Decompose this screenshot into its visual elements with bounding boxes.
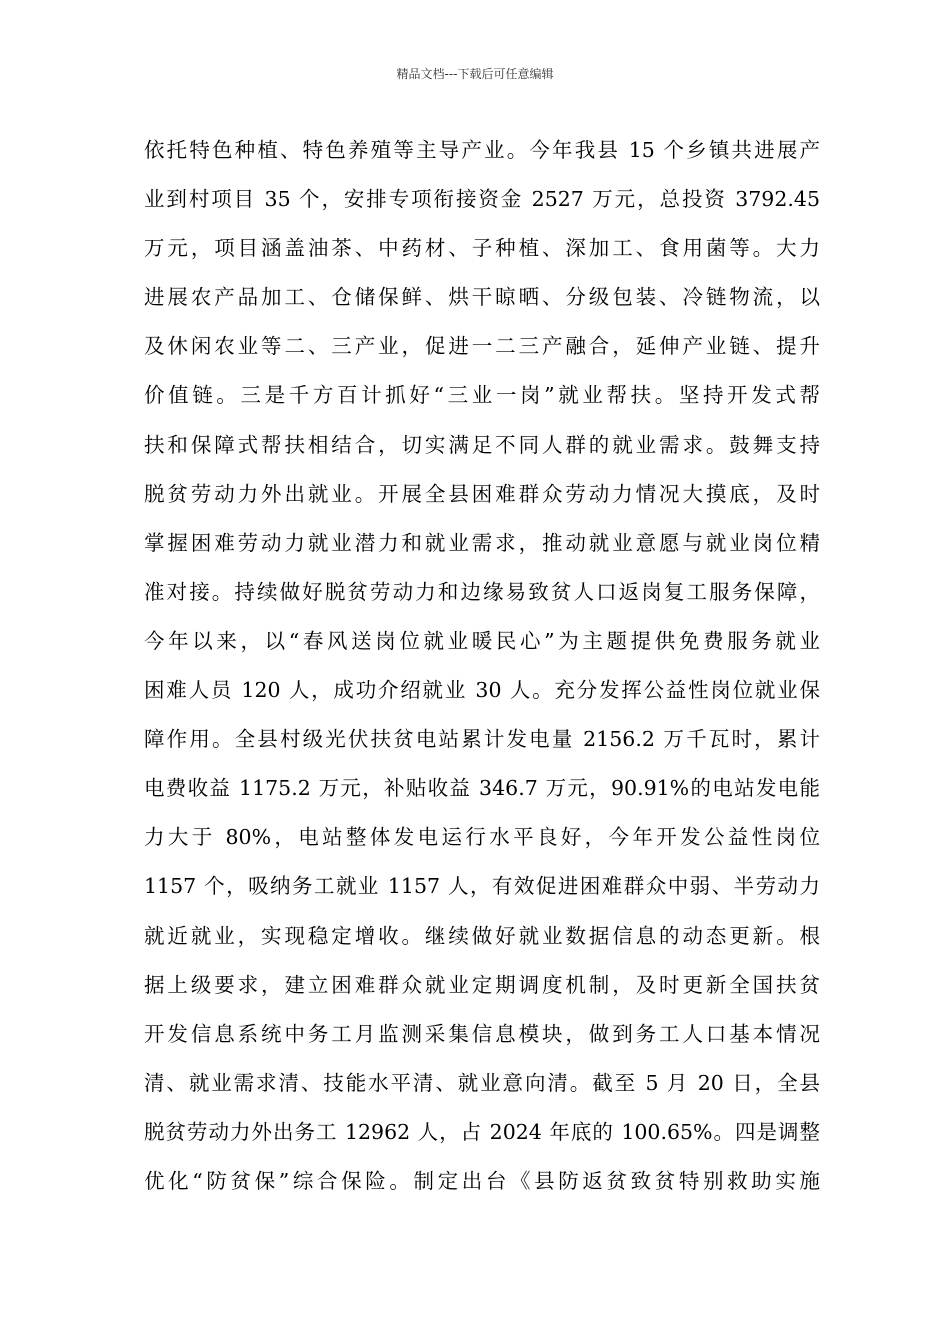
- text-line: 脱贫劳动力外出就业。开展全县困难群众劳动力情况大摸底，及时: [144, 481, 820, 506]
- page-header: 精品文档---下载后可任意编辑: [396, 67, 554, 81]
- text-line: 开发信息系统中务工月监测采集信息模块，做到务工人口基本情况: [144, 1021, 820, 1046]
- text-line: 电费收益 1175.2 万元，补贴收益 346.7 万元，90.91%的电站发电能: [144, 776, 820, 801]
- text-line: 清、就业需求清、技能水平清、就业意向清。截至 5 月 20 日，全县: [144, 1070, 820, 1095]
- text-line: 业到村项目 35 个，安排专项衔接资金 2527 万元，总投资 3792.45: [144, 187, 820, 212]
- text-line: 障作用。全县村级光伏扶贫电站累计发电量 2156.2 万千瓦时，累计: [144, 727, 820, 752]
- text-line: 价值链。三是千方百计抓好“三业一岗”就业帮扶。坚持开发式帮: [144, 383, 820, 408]
- text-line: 困难人员 120 人，成功介绍就业 30 人。充分发挥公益性岗位就业保: [144, 678, 820, 703]
- text-line: 今年以来，以“春风送岗位就业暖民心”为主题提供免费服务就业: [144, 628, 820, 653]
- text-line: 进展农产品加工、仓储保鲜、烘干晾晒、分级包装、冷链物流，以: [144, 285, 820, 310]
- text-line: 据上级要求，建立困难群众就业定期调度机制，及时更新全国扶贫: [144, 972, 820, 997]
- text-line: 万元，项目涵盖油茶、中药材、子种植、深加工、食用菌等。大力: [144, 236, 820, 261]
- text-line: 脱贫劳动力外出务工 12962 人，占 2024 年底的 100.65%。四是调整: [144, 1119, 820, 1144]
- text-line: 1157 个，吸纳务工就业 1157 人，有效促进困难群众中弱、半劳动力: [144, 874, 820, 899]
- text-line: 准对接。持续做好脱贫劳动力和边缘易致贫人口返岗复工服务保障，: [144, 579, 820, 604]
- text-line: 掌握困难劳动力就业潜力和就业需求，推动就业意愿与就业岗位精: [144, 530, 820, 555]
- text-line: 扶和保障式帮扶相结合，切实满足不同人群的就业需求。鼓舞支持: [144, 432, 820, 457]
- text-line: 及休闲农业等二、三产业，促进一二三产融合，延伸产业链、提升: [144, 334, 820, 359]
- text-line: 就近就业，实现稳定增收。继续做好就业数据信息的动态更新。根: [144, 923, 820, 948]
- text-line: 力大于 80%，电站整体发电运行水平良好，今年开发公益性岗位: [144, 825, 820, 850]
- text-line: 优化“防贫保”综合保险。制定出台《县防返贫致贫特别救助实施: [144, 1168, 820, 1193]
- text-line: 依托特色种植、特色养殖等主导产业。今年我县 15 个乡镇共进展产: [144, 138, 820, 162]
- body-text: [144, 126, 820, 1206]
